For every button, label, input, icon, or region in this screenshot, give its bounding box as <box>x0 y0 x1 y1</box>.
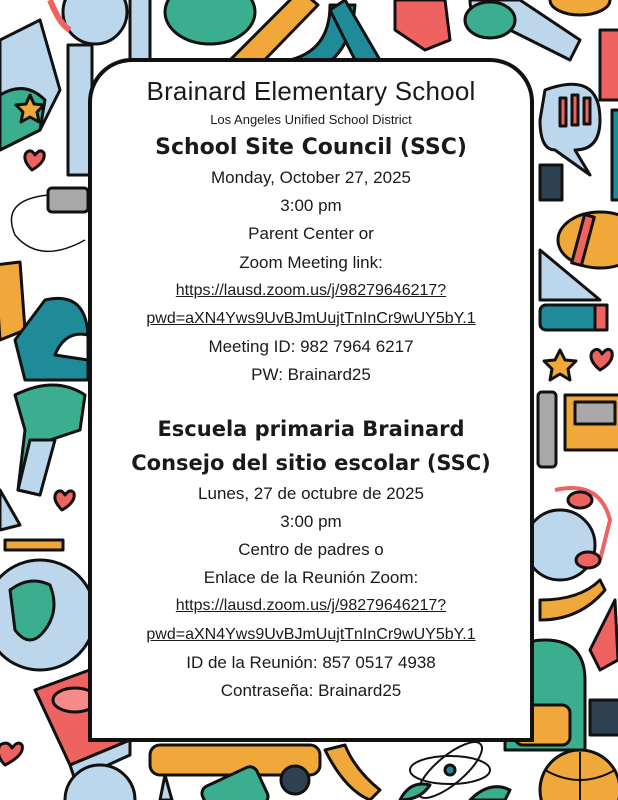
zoom-label-en: Zoom Meeting link: <box>239 252 383 272</box>
school-name: Brainard Elementary School <box>146 76 476 106</box>
pencil-case-icon <box>600 30 618 100</box>
tube-icon <box>130 0 150 60</box>
pencil-icon-2 <box>160 775 172 800</box>
meeting-password-en: PW: Brainard25 <box>251 365 371 385</box>
heart-icon-4 <box>591 349 612 370</box>
rocket-icon <box>590 600 618 670</box>
heart-icon-2 <box>55 491 74 510</box>
zoom-link-en-part2[interactable]: pwd=aXN4Yws9UvBJmUujtTnInCr9wUY5bY.1 <box>146 310 476 328</box>
district-name: Los Angeles Unified School District <box>210 112 412 127</box>
meeting-title-en: School Site Council (SSC) <box>155 135 467 160</box>
eraser-icon <box>395 0 450 50</box>
coin-icon <box>550 0 610 15</box>
zoom-link-es-part1[interactable]: https://lausd.zoom.us/j/98279646217? <box>175 597 447 615</box>
meeting-password-es: Contraseña: Brainard25 <box>220 681 402 701</box>
banana-icon <box>540 580 605 620</box>
meeting-date-en: Monday, October 27, 2025 <box>210 168 412 187</box>
alarm-clock-icon <box>525 488 610 580</box>
phone-icon <box>538 392 556 467</box>
basketball-icon <box>540 750 618 800</box>
paper-plane-icon <box>0 490 20 530</box>
section-spacer <box>92 390 530 412</box>
meeting-title-es: Consejo del sitio escolar (SSC) <box>131 450 491 475</box>
flask-icon <box>0 20 60 150</box>
protractor-icon <box>15 298 88 380</box>
globe-icon <box>0 540 95 670</box>
meeting-id-en: Meeting ID: 982 7964 6217 <box>208 337 414 357</box>
school-name-es: Escuela primaria Brainard <box>157 416 465 441</box>
flask-icon-3 <box>15 385 85 495</box>
marker-icon-2 <box>540 305 607 330</box>
heart-icon <box>25 151 44 170</box>
meeting-location-en: Parent Center or <box>248 224 374 244</box>
meeting-time-es: 3:00 pm <box>280 511 342 531</box>
backpack-icon <box>165 0 255 44</box>
binder-clip-icon <box>540 165 562 200</box>
meeting-time-en: 3:00 pm <box>280 196 342 216</box>
flask-icon-4 <box>470 787 510 800</box>
heart-icon-3 <box>0 743 22 765</box>
banana-icon-2 <box>325 745 380 800</box>
meeting-date-es: Lunes, 27 de octubre de 2025 <box>198 483 424 503</box>
meeting-id-es: ID de la Reunión: 857 0517 4938 <box>186 652 436 672</box>
marker-icon <box>612 110 618 200</box>
magnifier-icon <box>50 0 127 44</box>
binder-clip-icon-2 <box>590 700 618 735</box>
zoom-label-es: Enlace de la Reunión Zoom: <box>203 568 419 588</box>
zoom-link-en-part1[interactable]: https://lausd.zoom.us/j/98279646217? <box>175 281 447 299</box>
star-icon-2 <box>544 350 576 380</box>
speech-bubble-icon <box>540 84 600 175</box>
meeting-flyer-card <box>88 58 534 742</box>
zoom-link-es-part2[interactable]: pwd=aXN4Yws9UvBJmUujtTnInCr9wUY5bY.1 <box>146 625 476 643</box>
music-player-icon <box>11 188 88 251</box>
meeting-location-es: Centro de padres o <box>238 540 384 560</box>
football-icon <box>558 212 618 268</box>
calculator-icon <box>565 395 618 450</box>
eraser-icon-2 <box>0 262 25 340</box>
